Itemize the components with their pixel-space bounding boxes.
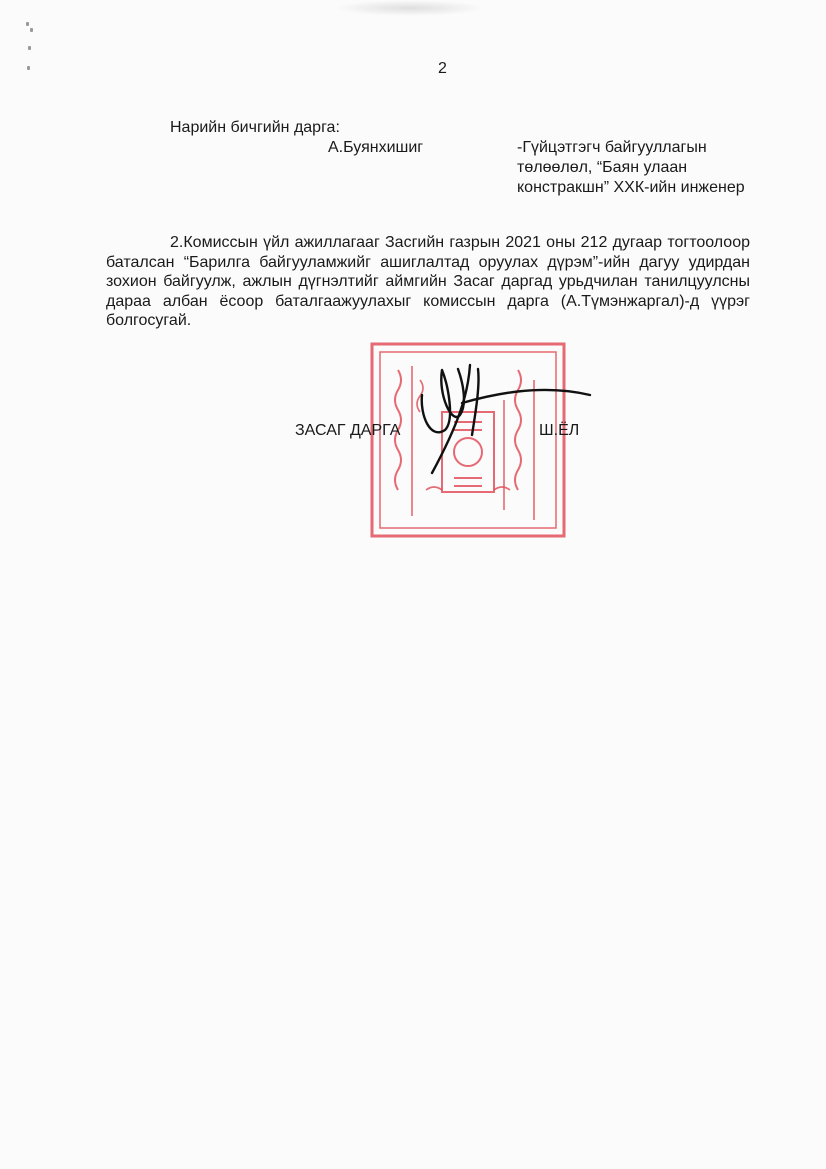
handwritten-signature-icon [400, 355, 600, 485]
secretary-name: А.Буянхишиг [328, 139, 424, 156]
scan-smudge [335, 0, 485, 16]
signatory-name: Ш.ЁЛ [539, 422, 580, 439]
secretary-role: -Гүйцэтгэгч байгууллагын төлөөлөл, “Баян улаан констракшн” ХХК-ийн инженер [517, 139, 745, 196]
secretary-title: Нарийн бичгийн дарга: [170, 119, 340, 136]
signatory-title: ЗАСАГ ДАРГА [295, 422, 401, 439]
body-paragraph: 2.Комиссын үйл ажиллагааг Засгийн газрын 2021 оны 212 дугаар тогтоолоор баталсан “Барилга байгууламжийг ашиглалтад оруулах дүрэм”-ийн дагуу удирдан зохион байгуулж, ажлын дүгнэлтийг аймгийн Засаг даргад урьдчилан танилцуулсны дараа албан ёсоор баталгаажуулахыг комиссын дарга (А.Түмэнжаргал)-д үүрэг болгосугай. [106, 234, 750, 329]
scan-specks [24, 18, 36, 78]
page-number: 2 [438, 60, 447, 77]
